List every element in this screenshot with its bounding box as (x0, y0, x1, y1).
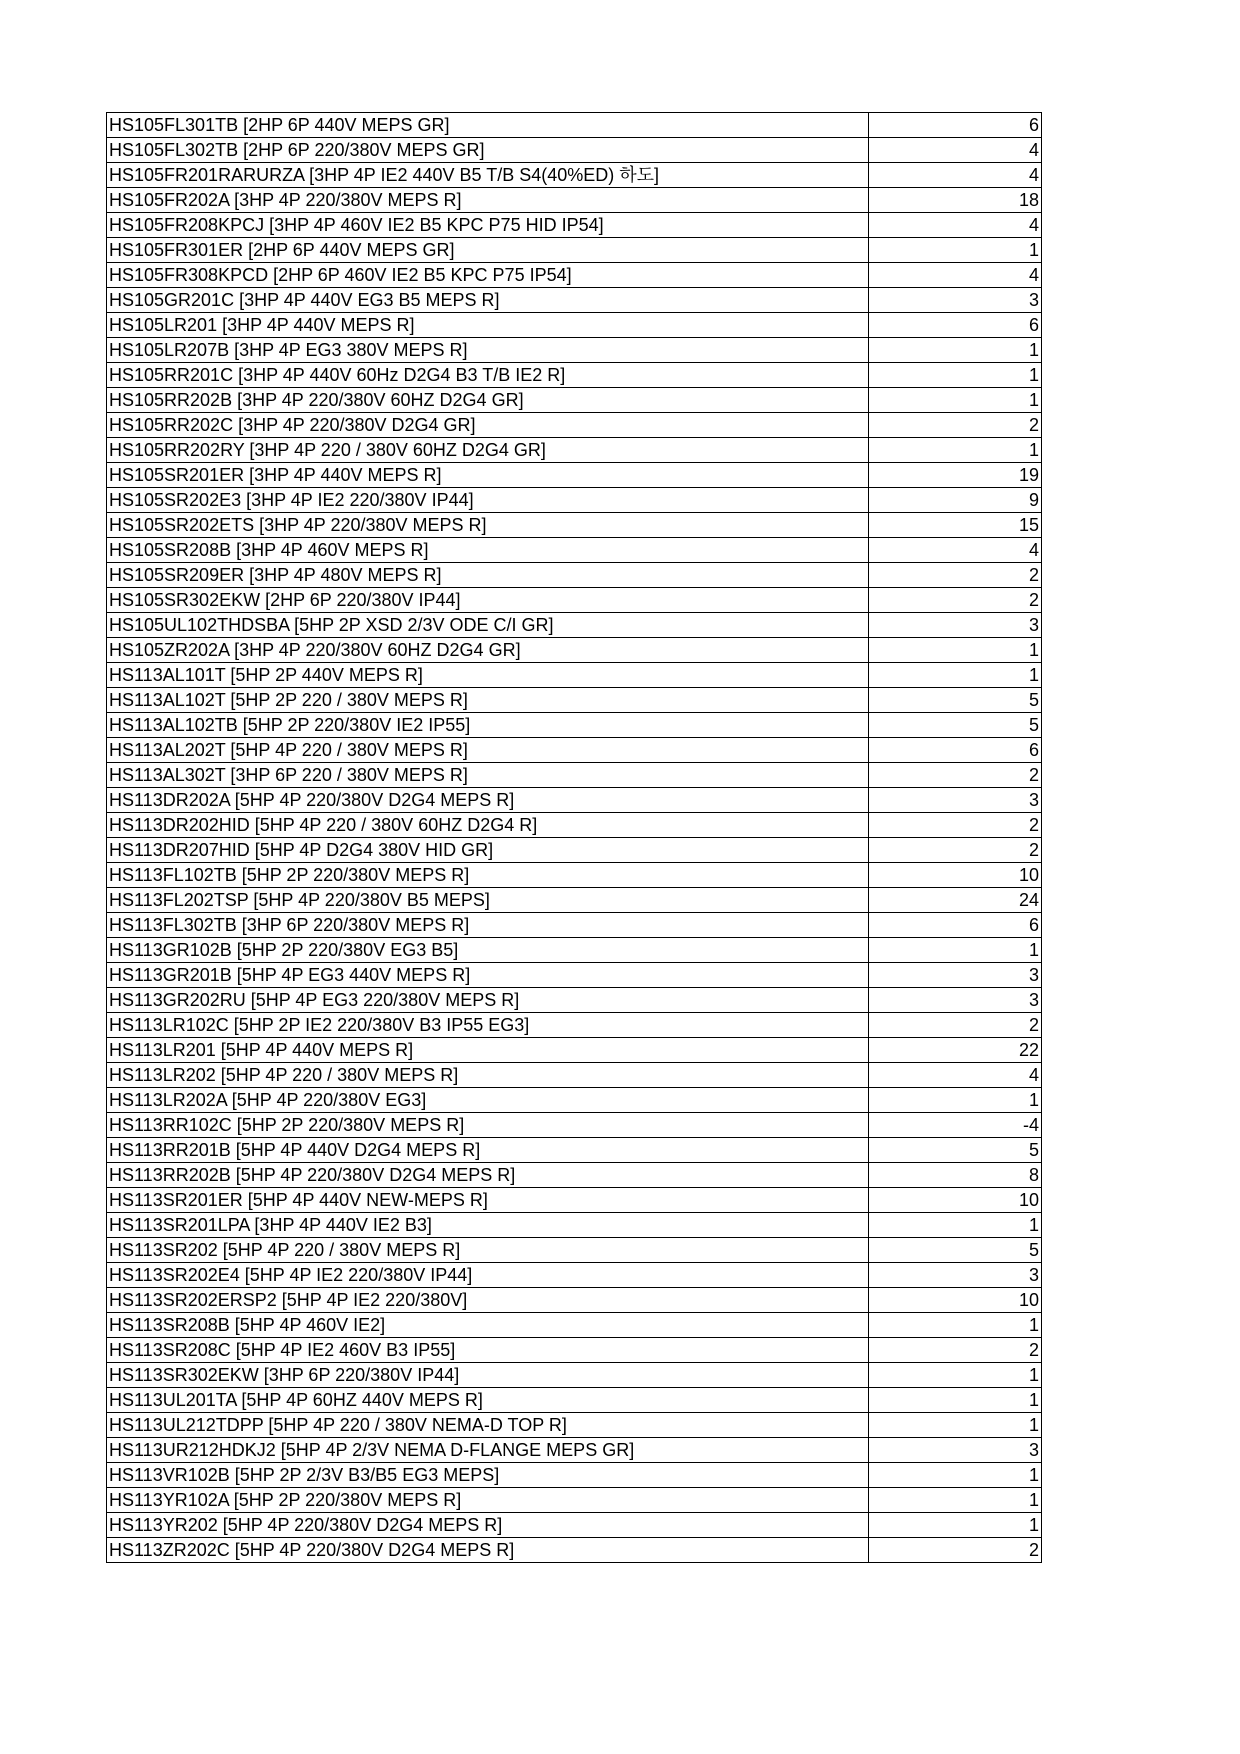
quantity-cell: 3 (869, 288, 1042, 313)
table-row (107, 363, 1042, 388)
item-description-cell: HS105RR202C [3HP 4P 220/380V D2G4 GR] (107, 413, 869, 438)
item-description-cell: HS105FR201RARURZA [3HP 4P IE2 440V B5 T/B S4(40%ED) 하도] (107, 163, 869, 188)
item-description-cell: HS113RR201B [5HP 4P 440V D2G4 MEPS R] (107, 1138, 869, 1163)
quantity-cell: 2 (869, 1338, 1042, 1363)
table-row (107, 338, 1042, 363)
table-row (107, 788, 1042, 813)
table-row (107, 288, 1042, 313)
item-description-cell: HS105LR201 [3HP 4P 440V MEPS R] (107, 313, 869, 338)
quantity-cell: 1 (869, 438, 1042, 463)
item-description-cell: HS113DR202HID [5HP 4P 220 / 380V 60HZ D2G4 R] (107, 813, 869, 838)
item-description-cell: HS113GR201B [5HP 4P EG3 440V MEPS R] (107, 963, 869, 988)
quantity-cell: 22 (869, 1038, 1042, 1063)
item-description-cell: HS113UR212HDKJ2 [5HP 4P 2/3V NEMA D-FLANGE MEPS GR] (107, 1438, 869, 1463)
table-row (107, 413, 1042, 438)
item-description-cell: HS105FR301ER [2HP 6P 440V MEPS GR] (107, 238, 869, 263)
quantity-cell: 5 (869, 1238, 1042, 1263)
item-description-cell: HS105FL301TB [2HP 6P 440V MEPS GR] (107, 113, 869, 138)
table-row (107, 638, 1042, 663)
item-description-cell: HS113SR201LPA [3HP 4P 440V IE2 B3] (107, 1213, 869, 1238)
table-row (107, 1163, 1042, 1188)
item-description-cell: HS113AL202T [5HP 4P 220 / 380V MEPS R] (107, 738, 869, 763)
quantity-cell: 1 (869, 1363, 1042, 1388)
item-description-cell: HS113AL302T [3HP 6P 220 / 380V MEPS R] (107, 763, 869, 788)
item-description-cell: HS105SR209ER [3HP 4P 480V MEPS R] (107, 563, 869, 588)
quantity-cell: 1 (869, 1463, 1042, 1488)
quantity-cell: 5 (869, 688, 1042, 713)
table-row (107, 438, 1042, 463)
item-description-cell: HS113AL102T [5HP 2P 220 / 380V MEPS R] (107, 688, 869, 713)
item-description-cell: HS105SR202ETS [3HP 4P 220/380V MEPS R] (107, 513, 869, 538)
item-description-cell: HS113SR202E4 [5HP 4P IE2 220/380V IP44] (107, 1263, 869, 1288)
quantity-cell: 19 (869, 463, 1042, 488)
table-row (107, 738, 1042, 763)
table-row (107, 1013, 1042, 1038)
item-description-cell: HS105ZR202A [3HP 4P 220/380V 60HZ D2G4 GR] (107, 638, 869, 663)
table-row (107, 1513, 1042, 1538)
item-description-cell: HS105RR202RY [3HP 4P 220 / 380V 60HZ D2G4 GR] (107, 438, 869, 463)
quantity-cell: 6 (869, 113, 1042, 138)
quantity-cell: 1 (869, 338, 1042, 363)
table-row (107, 713, 1042, 738)
table-row (107, 388, 1042, 413)
quantity-cell: 2 (869, 813, 1042, 838)
quantity-cell: 5 (869, 713, 1042, 738)
table-row (107, 663, 1042, 688)
item-description-cell: HS113SR202 [5HP 4P 220 / 380V MEPS R] (107, 1238, 869, 1263)
quantity-cell: 1 (869, 1488, 1042, 1513)
table-row (107, 138, 1042, 163)
quantity-cell: 4 (869, 163, 1042, 188)
item-description-cell: HS105FL302TB [2HP 6P 220/380V MEPS GR] (107, 138, 869, 163)
inventory-table-body (107, 113, 1042, 1563)
item-description-cell: HS113SR208C [5HP 4P IE2 460V B3 IP55] (107, 1338, 869, 1363)
table-row (107, 563, 1042, 588)
table-row (107, 1488, 1042, 1513)
table-row (107, 213, 1042, 238)
table-row (107, 913, 1042, 938)
table-row (107, 938, 1042, 963)
item-description-cell: HS113DR202A [5HP 4P 220/380V D2G4 MEPS R] (107, 788, 869, 813)
table-row (107, 188, 1042, 213)
quantity-cell: 4 (869, 213, 1042, 238)
table-row (107, 513, 1042, 538)
table-row (107, 263, 1042, 288)
quantity-cell: 10 (869, 1288, 1042, 1313)
quantity-cell: 1 (869, 663, 1042, 688)
item-description-cell: HS105SR202E3 [3HP 4P IE2 220/380V IP44] (107, 488, 869, 513)
quantity-cell: 1 (869, 938, 1042, 963)
quantity-cell: 15 (869, 513, 1042, 538)
table-row (107, 488, 1042, 513)
table-row (107, 238, 1042, 263)
quantity-cell: 1 (869, 1313, 1042, 1338)
item-description-cell: HS105SR302EKW [2HP 6P 220/380V IP44] (107, 588, 869, 613)
quantity-cell: 1 (869, 363, 1042, 388)
quantity-cell: 2 (869, 413, 1042, 438)
quantity-cell: 2 (869, 838, 1042, 863)
table-row (107, 163, 1042, 188)
item-description-cell: HS105GR201C [3HP 4P 440V EG3 B5 MEPS R] (107, 288, 869, 313)
quantity-cell: 3 (869, 613, 1042, 638)
quantity-cell: 4 (869, 538, 1042, 563)
table-row (107, 863, 1042, 888)
quantity-cell: 9 (869, 488, 1042, 513)
table-row (107, 1138, 1042, 1163)
quantity-cell: 2 (869, 563, 1042, 588)
table-row (107, 963, 1042, 988)
quantity-cell: 4 (869, 138, 1042, 163)
table-row (107, 1288, 1042, 1313)
table-row (107, 688, 1042, 713)
quantity-cell: 2 (869, 588, 1042, 613)
item-description-cell: HS113UL201TA [5HP 4P 60HZ 440V MEPS R] (107, 1388, 869, 1413)
table-row (107, 1338, 1042, 1363)
table-row (107, 588, 1042, 613)
quantity-cell: 6 (869, 738, 1042, 763)
item-description-cell: HS113YR202 [5HP 4P 220/380V D2G4 MEPS R] (107, 1513, 869, 1538)
item-description-cell: HS113VR102B [5HP 2P 2/3V B3/B5 EG3 MEPS] (107, 1463, 869, 1488)
item-description-cell: HS113SR201ER [5HP 4P 440V NEW-MEPS R] (107, 1188, 869, 1213)
quantity-cell: 3 (869, 988, 1042, 1013)
item-description-cell: HS105RR202B [3HP 4P 220/380V 60HZ D2G4 GR] (107, 388, 869, 413)
table-row (107, 1088, 1042, 1113)
quantity-cell: 3 (869, 1263, 1042, 1288)
quantity-cell: 2 (869, 1013, 1042, 1038)
quantity-cell: 6 (869, 313, 1042, 338)
quantity-cell: 1 (869, 638, 1042, 663)
table-row (107, 1113, 1042, 1138)
table-row (107, 538, 1042, 563)
table-row (107, 313, 1042, 338)
quantity-cell: 3 (869, 1438, 1042, 1463)
quantity-cell: 3 (869, 788, 1042, 813)
quantity-cell: 2 (869, 1538, 1042, 1563)
item-description-cell: HS113DR207HID [5HP 4P D2G4 380V HID GR] (107, 838, 869, 863)
item-description-cell: HS105FR308KPCD [2HP 6P 460V IE2 B5 KPC P75 IP54] (107, 263, 869, 288)
item-description-cell: HS113GR102B [5HP 2P 220/380V EG3 B5] (107, 938, 869, 963)
quantity-cell: 1 (869, 1213, 1042, 1238)
item-description-cell: HS113RR202B [5HP 4P 220/380V D2G4 MEPS R] (107, 1163, 869, 1188)
table-row (107, 613, 1042, 638)
item-description-cell: HS113YR102A [5HP 2P 220/380V MEPS R] (107, 1488, 869, 1513)
item-description-cell: HS113AL102TB [5HP 2P 220/380V IE2 IP55] (107, 713, 869, 738)
item-description-cell: HS113ZR202C [5HP 4P 220/380V D2G4 MEPS R] (107, 1538, 869, 1563)
quantity-cell: -4 (869, 1113, 1042, 1138)
item-description-cell: HS113UL212TDPP [5HP 4P 220 / 380V NEMA-D TOP R] (107, 1413, 869, 1438)
item-description-cell: HS113FL302TB [3HP 6P 220/380V MEPS R] (107, 913, 869, 938)
table-row (107, 1213, 1042, 1238)
table-row (107, 1188, 1042, 1213)
item-description-cell: HS113SR302EKW [3HP 6P 220/380V IP44] (107, 1363, 869, 1388)
quantity-cell: 5 (869, 1138, 1042, 1163)
quantity-cell: 1 (869, 388, 1042, 413)
item-description-cell: HS113SR202ERSP2 [5HP 4P IE2 220/380V] (107, 1288, 869, 1313)
table-row (107, 813, 1042, 838)
quantity-cell: 6 (869, 913, 1042, 938)
table-row (107, 1313, 1042, 1338)
item-description-cell: HS113LR202 [5HP 4P 220 / 380V MEPS R] (107, 1063, 869, 1088)
table-row (107, 1388, 1042, 1413)
item-description-cell: HS105SR201ER [3HP 4P 440V MEPS R] (107, 463, 869, 488)
item-description-cell: HS105RR201C [3HP 4P 440V 60Hz D2G4 B3 T/B IE2 R] (107, 363, 869, 388)
table-row (107, 838, 1042, 863)
table-row (107, 1363, 1042, 1388)
item-description-cell: HS113LR202A [5HP 4P 220/380V EG3] (107, 1088, 869, 1113)
quantity-cell: 18 (869, 188, 1042, 213)
item-description-cell: HS105LR207B [3HP 4P EG3 380V MEPS R] (107, 338, 869, 363)
table-row (107, 988, 1042, 1013)
quantity-cell: 2 (869, 763, 1042, 788)
table-row (107, 1413, 1042, 1438)
item-description-cell: HS113FL202TSP [5HP 4P 220/380V B5 MEPS] (107, 888, 869, 913)
item-description-cell: HS113SR208B [5HP 4P 460V IE2] (107, 1313, 869, 1338)
item-description-cell: HS105UL102THDSBA [5HP 2P XSD 2/3V ODE C/I GR] (107, 613, 869, 638)
quantity-cell: 1 (869, 1413, 1042, 1438)
table-row (107, 1038, 1042, 1063)
table-row (107, 1063, 1042, 1088)
item-description-cell: HS113AL101T [5HP 2P 440V MEPS R] (107, 663, 869, 688)
quantity-cell: 8 (869, 1163, 1042, 1188)
item-description-cell: HS105FR202A [3HP 4P 220/380V MEPS R] (107, 188, 869, 213)
inventory-table (106, 112, 1042, 1563)
table-row (107, 888, 1042, 913)
quantity-cell: 4 (869, 263, 1042, 288)
quantity-cell: 10 (869, 1188, 1042, 1213)
quantity-cell: 1 (869, 238, 1042, 263)
item-description-cell: HS113RR102C [5HP 2P 220/380V MEPS R] (107, 1113, 869, 1138)
table-row (107, 463, 1042, 488)
item-description-cell: HS113LR201 [5HP 4P 440V MEPS R] (107, 1038, 869, 1063)
item-description-cell: HS113FL102TB [5HP 2P 220/380V MEPS R] (107, 863, 869, 888)
table-row (107, 1438, 1042, 1463)
item-description-cell: HS113LR102C [5HP 2P IE2 220/380V B3 IP55 EG3] (107, 1013, 869, 1038)
table-row (107, 113, 1042, 138)
table-row (107, 1463, 1042, 1488)
quantity-cell: 4 (869, 1063, 1042, 1088)
quantity-cell: 10 (869, 863, 1042, 888)
item-description-cell: HS105FR208KPCJ [3HP 4P 460V IE2 B5 KPC P75 HID IP54] (107, 213, 869, 238)
table-row (107, 1538, 1042, 1563)
item-description-cell: HS105SR208B [3HP 4P 460V MEPS R] (107, 538, 869, 563)
quantity-cell: 3 (869, 963, 1042, 988)
table-row (107, 1238, 1042, 1263)
quantity-cell: 1 (869, 1388, 1042, 1413)
table-row (107, 1263, 1042, 1288)
item-description-cell: HS113GR202RU [5HP 4P EG3 220/380V MEPS R] (107, 988, 869, 1013)
table-row (107, 763, 1042, 788)
quantity-cell: 1 (869, 1088, 1042, 1113)
quantity-cell: 24 (869, 888, 1042, 913)
quantity-cell: 1 (869, 1513, 1042, 1538)
